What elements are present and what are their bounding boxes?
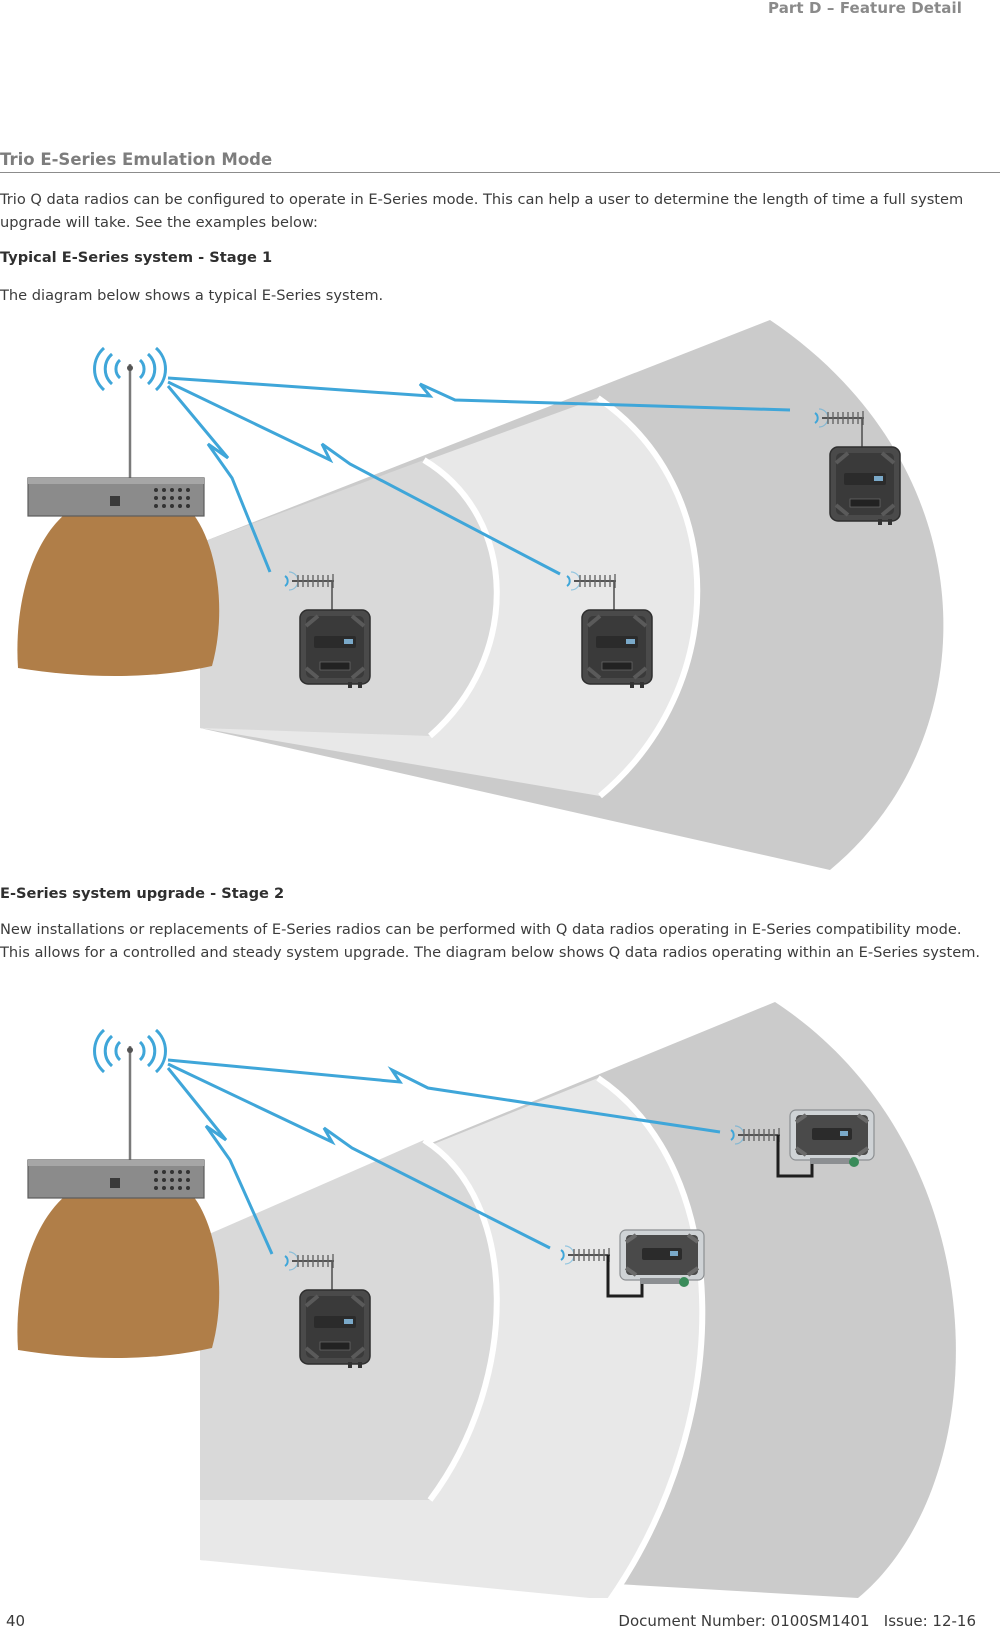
intro-paragraph: Trio Q data radios can be configured to operate in E-Series mode. This can help a user to determine the length of time a full system upgrade will take. See the examples below:	[0, 191, 964, 231]
section-title: Trio E-Series Emulation Mode	[0, 150, 1000, 173]
stage1-diagram	[0, 318, 1004, 874]
part-header: Part D – Feature Detail	[768, 0, 962, 17]
base-dome-icon	[17, 510, 219, 676]
coverage-zone-near	[200, 460, 497, 736]
page-number: 40	[6, 1612, 26, 1630]
stage1-caption: The diagram below shows a typical E-Series system.	[0, 287, 384, 304]
stage2-heading: E-Series system upgrade - Stage 2	[0, 885, 285, 902]
document-info: Document Number: 0100SM1401 Issue: 12-16	[618, 1612, 976, 1630]
base-station-icon	[28, 348, 204, 516]
stage2-diagram	[0, 1000, 1004, 1598]
stage1-heading: Typical E-Series system - Stage 1	[0, 249, 273, 266]
base-dome-icon	[17, 1192, 219, 1358]
stage2-paragraph: New installations or replacements of E-Series radios can be performed with Q data radios operating in E-Series compatibility mode. This allows for a controlled and steady system upgrade. The diagram below shows Q data radios operating within an E-Series system.	[0, 921, 981, 961]
base-station-icon	[28, 1030, 204, 1198]
